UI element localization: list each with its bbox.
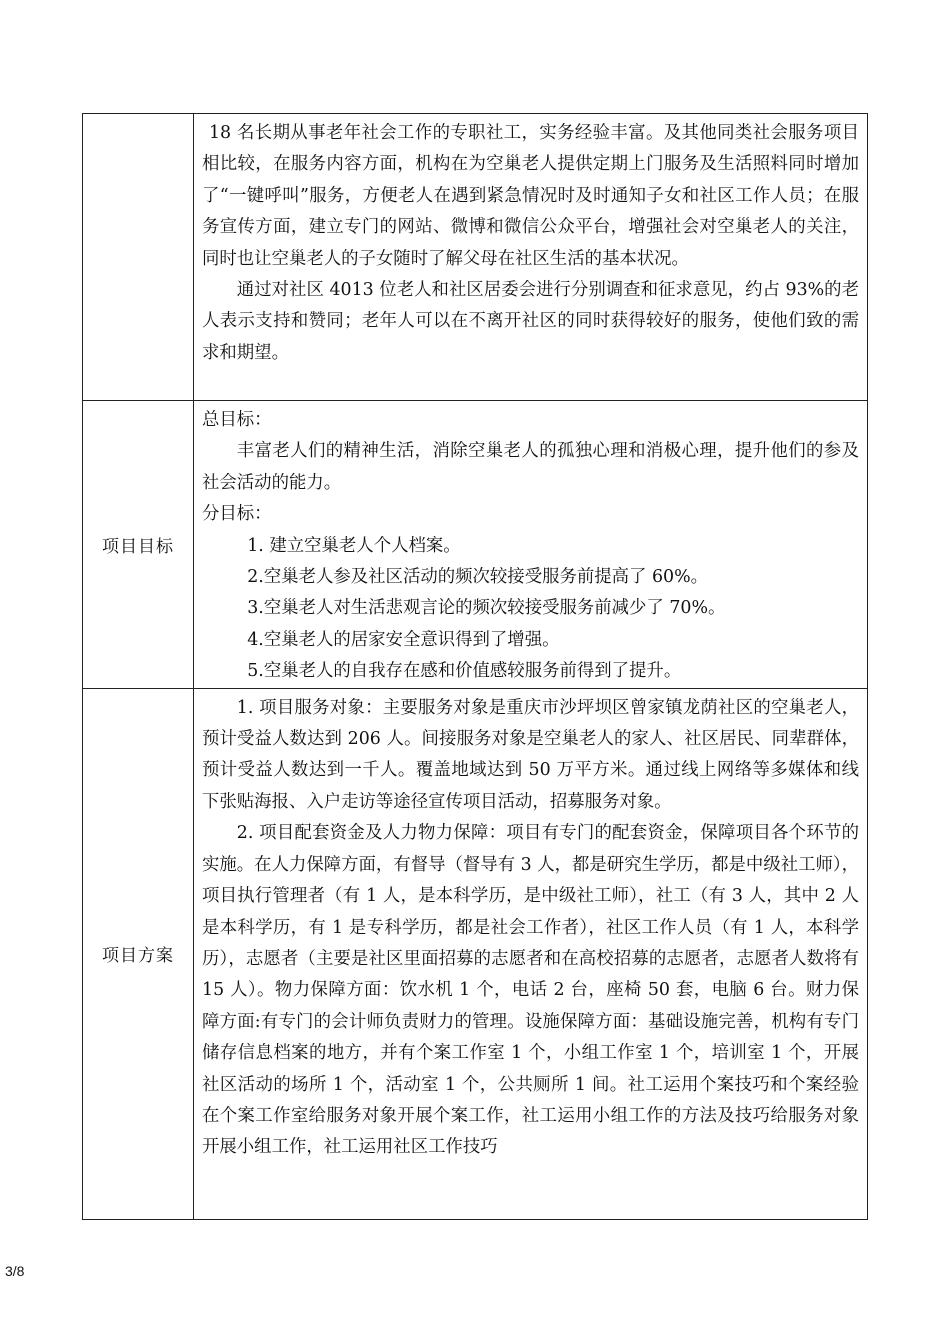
row-content-cell: [194, 401, 868, 689]
overall-goal-text: 丰富老人们的精神生活，消除空巢老人的孤独心理和消极心理，提升他们的参及社会活动的能力。: [202, 441, 859, 493]
row-label-project-goals: 项目目标: [83, 401, 194, 689]
paragraph: 1. 项目服务对象：主要服务对象是重庆市沙坪坝区曾家镇龙荫社区的空巢老人，预计受益人数达到 206 人。间接服务对象是空巢老人的家人、社区居民、同辈群体，预计受益人数达到一千人。覆盖地域达到 50 万平方米。通过线上网络等多媒体和线下张贴海报、入户走访等途径宣传项目活动，招募服务对象。: [202, 697, 859, 812]
row-content-cell: [194, 688, 868, 1219]
sub-goal-heading: 分目标：: [202, 504, 272, 525]
paragraph: 2. 项目配套资金及人力物力保障：项目有专门的配套资金，保障项目各个环节的实施。在人力保障方面，有督导（督导有 3 人，都是研究生学历，都是中级社工师），项目执行管理者（有 1 人，是本科学历，是中级社工师），社工（有 3 人，其中 2 人是本科学历，有 1 是专科学历，都是社会工作者），社区工作人员（有 1 人，本科学历），志愿者（主要是社区里面招募的志愿者和在高校招募的志愿者，志愿者人数将有 15 人）。物力保障方面：饮水机 1 个，电话 2 台，座椅 50 套，电脑 6 台。财力保障方面:有专门的会计师负责财力的管理。设施保障方面：基础设施完善，机构有专门储存信息档案的地方，并有个案工作室 1 个，小组工作室 1 个，培训室 1 个，开展社区活动的场所 1 个，活动室 1 个，公共厕所 1 间。社工运用个案技巧和个案经验在个案工作室给服务对象开展个案工作，社工运用小组工作的方法及技巧给服务对象开展小组工作，社工运用社区工作技巧: [202, 823, 859, 1158]
sub-goal-item: 1. 建立空巢老人个人档案。: [247, 535, 461, 556]
row-content-cell: [194, 114, 868, 401]
sub-goal-item: 3.空巢老人对生活悲观言论的频次较接受服务前减少了 70%。: [247, 598, 726, 619]
sub-goal-item: 4.空巢老人的居家安全意识得到了增强。: [247, 629, 560, 650]
plan-content: [202, 693, 859, 1215]
overall-goal-heading: 总目标：: [202, 410, 272, 430]
paragraph: 18 名长期从事老年社会工作的专职社工，实务经验丰富。及其他同类社会服务项目相比较，在服务内容方面，机构在为空巢老人提供定期上门服务及生活照料同时增加了“一键呼叫”服务，方便老人在遇到紧急情况时及时通知子女和社区工作人员；在服务宣传方面，建立专门的网站、微博和微信公众平台，增强社会对空巢老人的关注，同时也让空巢老人的子女随时了解父母在社区生活的基本状况。: [202, 123, 859, 269]
document-table: [82, 113, 868, 1220]
row-label-project-plan: 项目方案: [83, 688, 194, 1219]
row-label-cell: [83, 114, 194, 401]
page-number: 3/8: [5, 1263, 25, 1279]
table-row: [83, 688, 868, 1219]
sub-goal-item: 5.空巢老人的自我存在感和价值感较服务前得到了提升。: [247, 661, 682, 682]
table-row: [83, 114, 868, 401]
sub-goal-item: 2.空巢老人参及社区活动的频次较接受服务前提高了 60%。: [247, 567, 708, 588]
table-row: [83, 401, 868, 689]
paragraph: 通过对社区 4013 位老人和社区居委会进行分别调查和征求意见，约占 93%的老人表示支持和赞同；老年人可以在不离开社区的同时获得较好的服务，使他们致的需求和期望。: [202, 280, 859, 363]
